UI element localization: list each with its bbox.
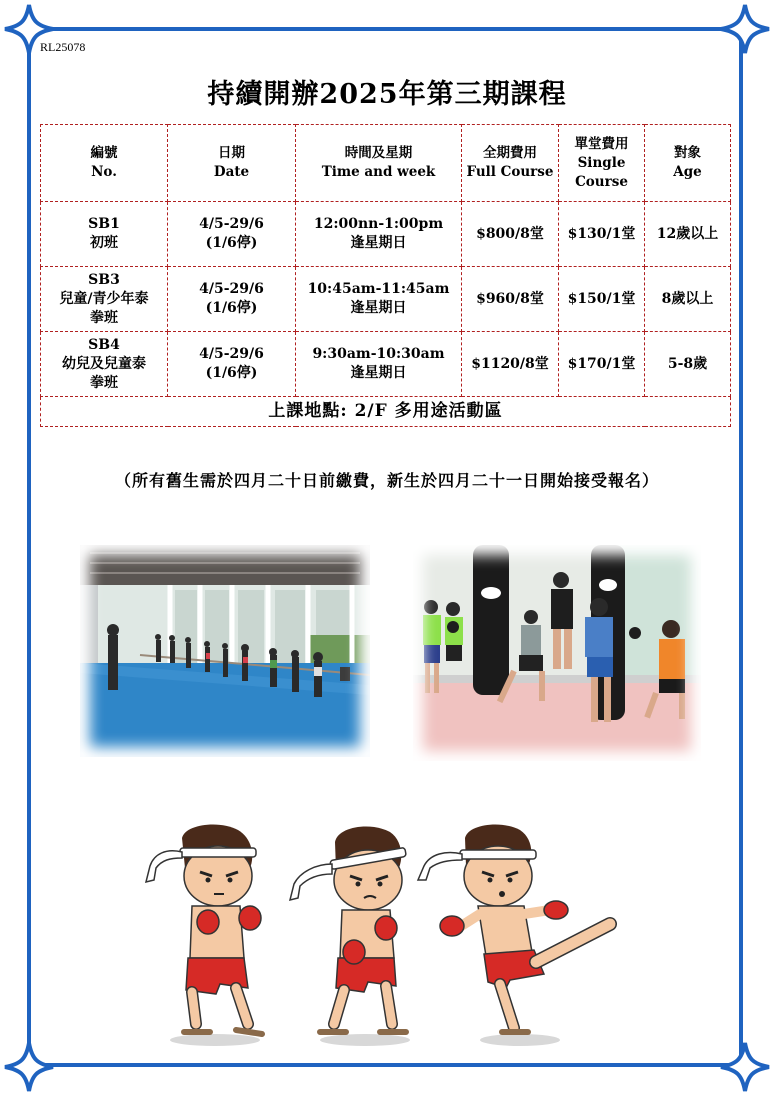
header-age: 對象 Age	[645, 125, 731, 202]
header-full-fee: 全期費用 Full Course	[462, 125, 559, 202]
course-time: 10:45am-11:45am 逢星期日	[296, 267, 462, 332]
course-full-fee: $1120/8堂	[462, 332, 559, 397]
course-age: 5-8歲	[645, 332, 731, 397]
table-row	[41, 202, 731, 267]
star-ornament-icon	[719, 3, 771, 55]
fighter-figure	[146, 824, 262, 1046]
class-photo-training	[413, 545, 701, 761]
class-photo-studio	[80, 545, 370, 757]
course-full-fee: $800/8堂	[462, 202, 559, 267]
course-time: 9:30am-10:30am 逢星期日	[296, 332, 462, 397]
venue-row	[41, 397, 731, 427]
muay-thai-cartoon-illustration	[140, 818, 630, 1048]
table-row	[41, 332, 731, 397]
registration-notice: （所有舊生需於四月二十日前繳費，新生於四月二十一日開始接受報名）	[114, 471, 659, 490]
course-date: 4/5-29/6 (1/6停)	[168, 332, 296, 397]
course-single-fee: $130/1堂	[559, 202, 645, 267]
header-time: 時間及星期 Time and week	[296, 125, 462, 202]
document-id: RL25078	[40, 40, 86, 54]
header-single-fee: 單堂費用 Single Course	[559, 125, 645, 202]
star-ornament-icon	[3, 1041, 55, 1093]
course-date: 4/5-29/6 (1/6停)	[168, 267, 296, 332]
venue-text: 上課地點: 2/F 多用途活動區	[41, 397, 731, 427]
course-date: 4/5-29/6 (1/6停)	[168, 202, 296, 267]
table-header-row	[41, 125, 731, 202]
course-full-fee: $960/8堂	[462, 267, 559, 332]
star-ornament-icon	[719, 1041, 771, 1093]
course-age: 8歲以上	[645, 267, 731, 332]
table-row	[41, 267, 731, 332]
course-schedule-table	[40, 124, 731, 427]
fighter-figure	[418, 824, 610, 1046]
course-single-fee: $150/1堂	[559, 267, 645, 332]
course-code: SB4 幼兒及兒童泰拳班	[41, 332, 168, 397]
course-code: SB1 初班	[41, 202, 168, 267]
course-single-fee: $170/1堂	[559, 332, 645, 397]
course-age: 12歲以上	[645, 202, 731, 267]
course-time: 12:00nn-1:00pm 逢星期日	[296, 202, 462, 267]
header-date: 日期 Date	[168, 125, 296, 202]
fighter-figure	[290, 827, 410, 1046]
page-title: 持續開辦2025年第三期課程	[207, 79, 567, 110]
course-code: SB3 兒童/青少年泰拳班	[41, 267, 168, 332]
header-no: 編號 No.	[41, 125, 168, 202]
